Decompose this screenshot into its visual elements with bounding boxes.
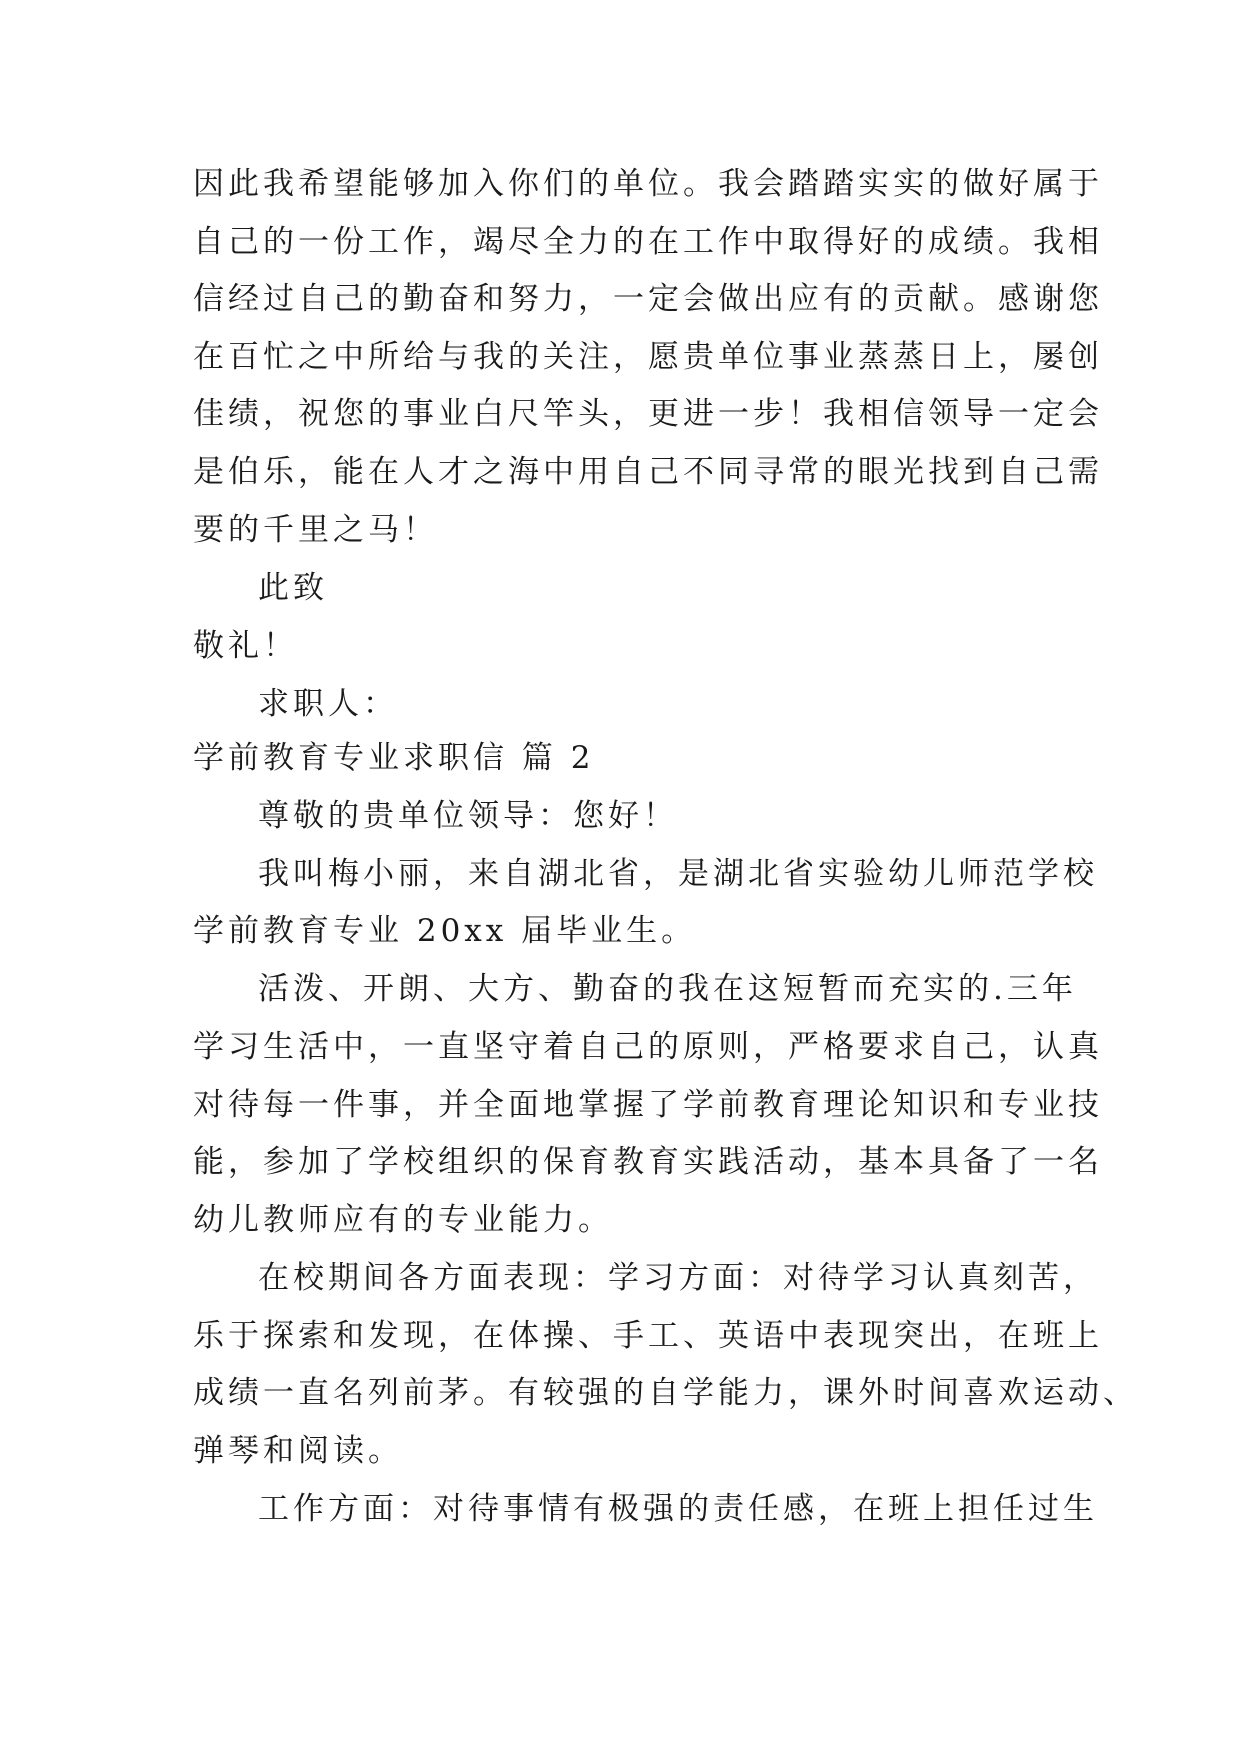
- body-text-line: 活泼、开朗、大方、勤奋的我在这短暂而充实的.三年: [258, 971, 1077, 1007]
- body-text-line: 自己的一份工作，竭尽全力的在工作中取得好的成绩。我相: [193, 224, 1103, 260]
- closing-regards: 敬礼！: [193, 628, 298, 664]
- body-text-line: 成绩一直名列前茅。有较强的自学能力，课外时间喜欢运动、: [193, 1375, 1138, 1411]
- body-text-line: 对待每一件事，并全面地掌握了学前教育理论知识和专业技: [193, 1087, 1103, 1123]
- body-text-line: 要的千里之马！: [193, 512, 438, 548]
- body-text-line: 在校期间各方面表现：学习方面：对待学习认真刻苦，: [258, 1260, 1098, 1296]
- body-text-line: 学习生活中，一直坚守着自己的原则，严格要求自己，认真: [193, 1029, 1103, 1065]
- letter-greeting: 尊敬的贵单位领导：您好！: [258, 798, 678, 834]
- body-text-line: 乐于探索和发现，在体操、手工、英语中表现突出，在班上: [193, 1318, 1103, 1354]
- body-text-line: 我叫梅小丽，来自湖北省，是湖北省实验幼儿师范学校: [258, 856, 1098, 892]
- body-text-line: 学前教育专业 20xx 届毕业生。: [193, 913, 697, 949]
- body-text-line: 工作方面：对待事情有极强的责任感，在班上担任过生: [258, 1491, 1098, 1527]
- body-text-line: 弹琴和阅读。: [193, 1433, 403, 1469]
- body-text-line: 是伯乐，能在人才之海中用自己不同寻常的眼光找到自己需: [193, 454, 1103, 490]
- closing-salutation: 此致: [258, 570, 328, 606]
- body-text-line: 信经过自己的勤奋和努力，一定会做出应有的贡献。感谢您: [193, 281, 1103, 317]
- signature-label: 求职人：: [258, 686, 398, 722]
- body-text-line: 能，参加了学校组织的保育教育实践活动，基本具备了一名: [193, 1144, 1103, 1180]
- body-text-line: 佳绩，祝您的事业白尺竿头，更进一步！我相信领导一定会: [193, 396, 1103, 432]
- section-heading: 学前教育专业求职信 篇 2: [193, 740, 595, 776]
- body-text-line: 因此我希望能够加入你们的单位。我会踏踏实实的做好属于: [193, 166, 1103, 202]
- body-text-line: 幼儿教师应有的专业能力。: [193, 1202, 613, 1238]
- body-text-line: 在百忙之中所给与我的关注，愿贵单位事业蒸蒸日上，屡创: [193, 339, 1103, 375]
